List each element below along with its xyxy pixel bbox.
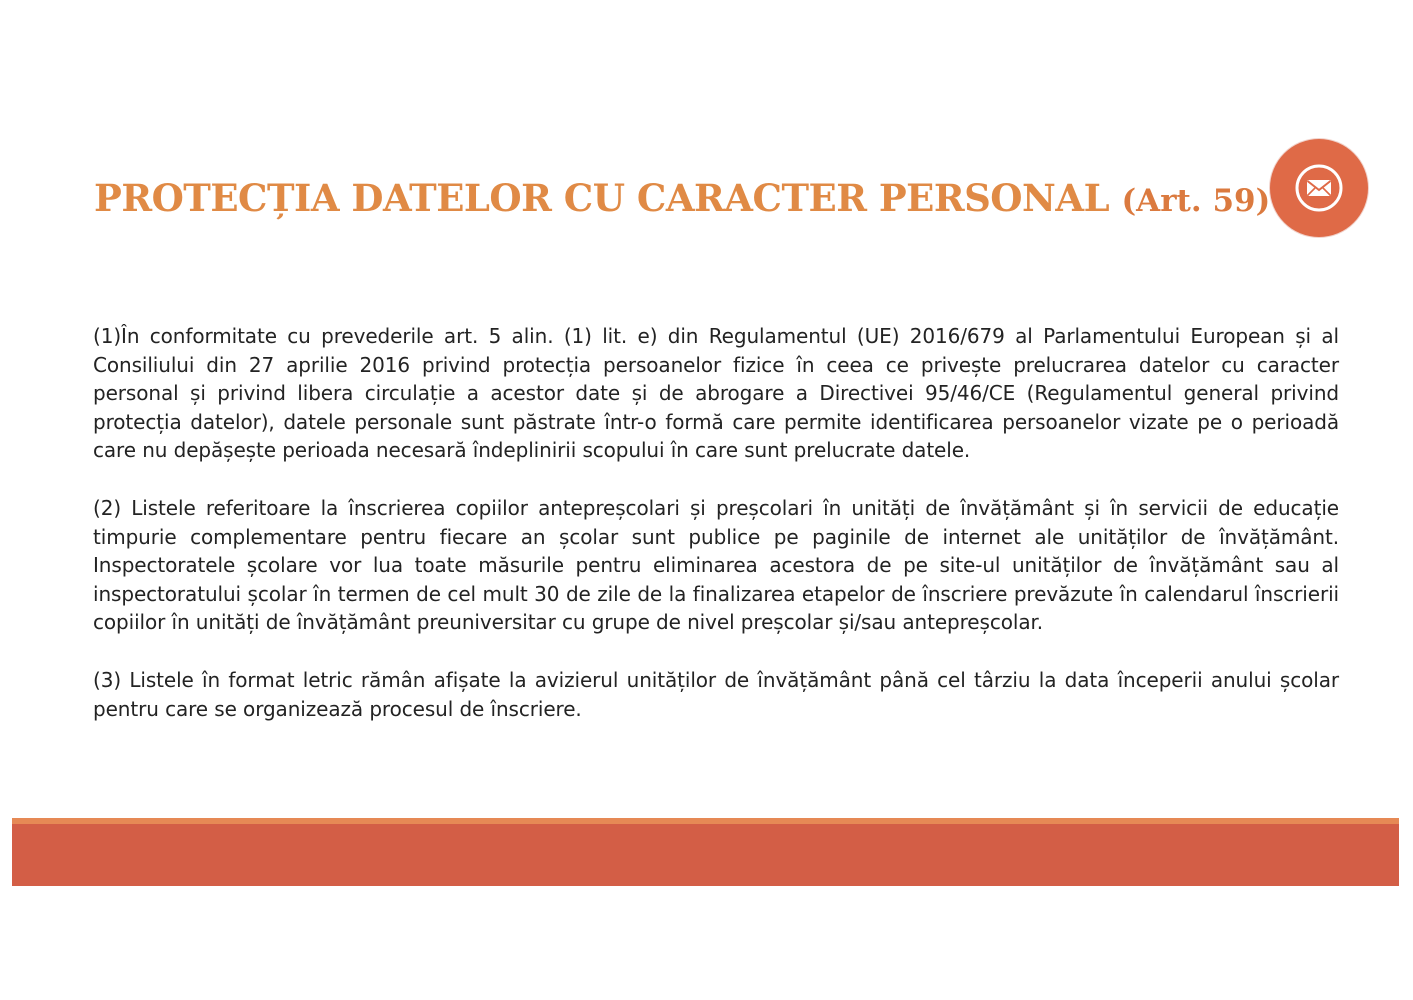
envelope-badge bbox=[1270, 139, 1368, 237]
article-reference: (Art. 59) bbox=[1121, 183, 1271, 219]
envelope-icon bbox=[1294, 163, 1344, 213]
page-title bbox=[94, 170, 1271, 229]
title-text: PROTECȚIA DATELOR CU CARACTER PERSONAL bbox=[94, 176, 1110, 220]
article-body bbox=[93, 322, 1339, 752]
paragraph-3: (3) Listele în format letric rămân afișate la avizierul unităților de învățământ până cel târziu la data începerii anului școlar pentru care se organizează procesul de înscriere. bbox=[93, 667, 1339, 721]
paragraph-2: (2) Listele referitoare la înscrierea copiilor antepreșcolari și preșcolari în unități de învățământ și în servicii de educație timpurie complementare pentru fiecare an școlar sunt publice pe paginile de internet ale unităților de învățământ. Inspectoratele școlare vor lua toate măsurile pentru eliminarea acestora de pe site-ul unităților de învățământ sau al inspectoratului școlar în termen de cel mult 30 de zile de la finalizarea etapelor de înscriere prevăzute în calendarul înscrierii copiilor în unități de învățământ preuniversitar cu grupe de nivel preșcolar și/sau antepreșcolar. bbox=[93, 495, 1339, 635]
footer-band bbox=[12, 818, 1399, 886]
paragraph-1: (1)În conformitate cu prevederile art. 5 alin. (1) lit. e) din Regulamentul (UE) 2016/679 al Parlamentului European și al Consiliului din 27 aprilie 2016 privind protecția persoanelor fizice în ceea ce privește prelucrarea datelor cu caracter personal și privind libera circulație a acestor date și de abrogare a Directivei 95/46/CE (Regulamentul general privind protecția datelor), datele personale sunt păstrate într-o formă care permite identificarea persoanelor vizate pe o perioadă care nu depășește perioada necesară îndeplinirii scopului în care sunt prelucrate datele. bbox=[93, 324, 1339, 463]
